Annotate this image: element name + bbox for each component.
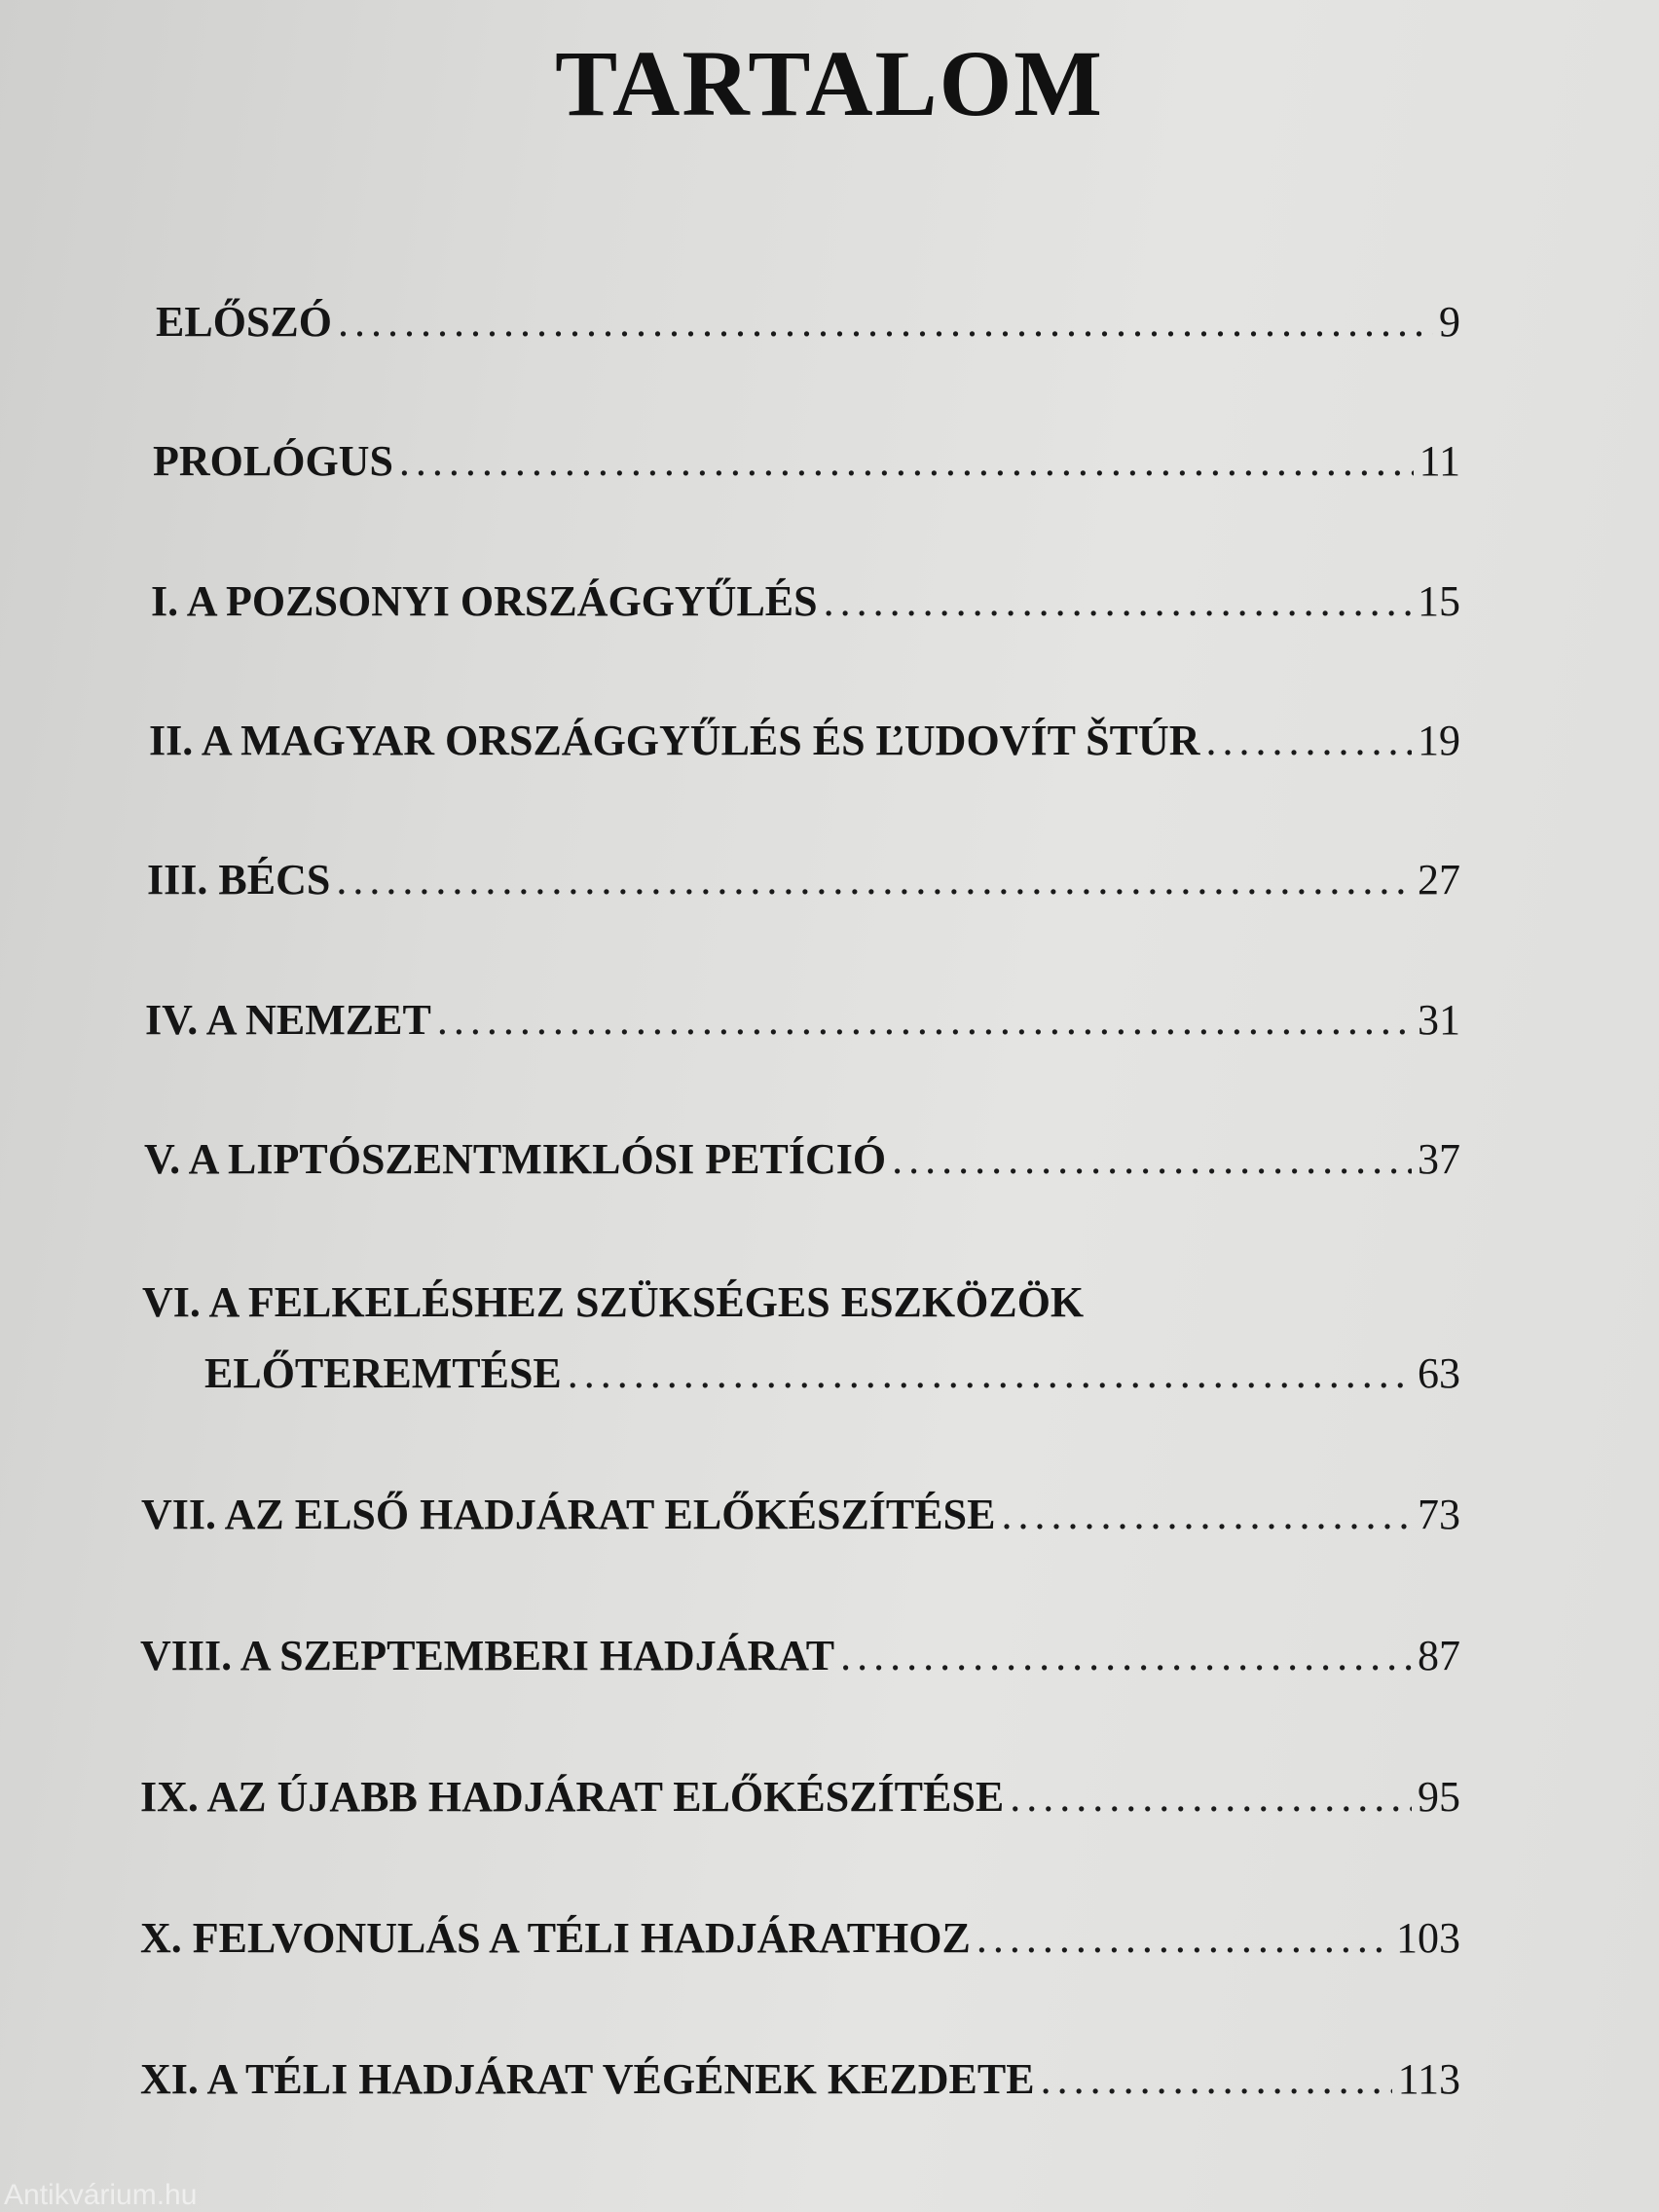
toc-entry-label: ELŐSZÓ [156, 298, 332, 346]
toc-entry-label: VII. AZ ELSŐ HADJÁRAT ELŐKÉSZÍTÉSE [141, 1491, 996, 1538]
toc-entry-eloszo [156, 297, 1460, 347]
toc-page-number: 103 [1396, 1914, 1460, 1962]
toc-entry-label: XI. A TÉLI HADJÁRAT VÉGÉNEK KEZDETE [140, 2055, 1035, 2103]
toc-entry-chapter-8 [140, 1631, 1460, 1680]
toc-entry-chapter-3 [147, 855, 1460, 904]
toc-entry-chapter-10 [140, 1913, 1460, 1963]
dot-leader [840, 1631, 1412, 1680]
watermark: Antikvárium.hu [4, 2179, 198, 2211]
dot-leader [1041, 2054, 1392, 2104]
toc-entry-label: II. A MAGYAR ORSZÁGGYŰLÉS ÉS ĽUDOVÍT ŠTÚR [149, 717, 1200, 764]
dot-leader [1001, 1490, 1412, 1539]
toc-entry-label: IV. A NEMZET [145, 996, 431, 1044]
dot-leader [1010, 1772, 1412, 1822]
toc-entry-label: V. A LIPTÓSZENTMIKLÓSI PETÍCIÓ [144, 1135, 887, 1183]
toc-entry-label: IX. AZ ÚJABB HADJÁRAT ELŐKÉSZÍTÉSE [140, 1773, 1005, 1821]
toc-page-number: 31 [1418, 996, 1460, 1044]
toc-entry-label: VIII. A SZEPTEMBERI HADJÁRAT [140, 1632, 835, 1679]
toc-page-number: 19 [1418, 717, 1460, 764]
toc-page-number: 27 [1418, 856, 1460, 903]
toc-entry-chapter-9 [140, 1772, 1460, 1822]
toc-entry-chapter-6-line1: VI. A FELKELÉSHEZ SZÜKSÉGES ESZKÖZÖK [142, 1278, 1085, 1326]
dot-leader [824, 576, 1412, 626]
dot-leader [437, 995, 1412, 1045]
toc-page-number: 11 [1419, 437, 1460, 485]
toc-page-number: 95 [1418, 1773, 1460, 1821]
toc-entry-label: I. A POZSONYI ORSZÁGGYŰLÉS [151, 577, 818, 625]
dot-leader [568, 1348, 1412, 1398]
toc-entry-chapter-7 [141, 1490, 1460, 1539]
toc-entry-chapter-1 [151, 576, 1460, 626]
dot-leader [338, 297, 1433, 347]
toc-entry-chapter-6 [204, 1348, 1460, 1398]
page-title: TARTALOM [555, 31, 1104, 135]
toc-entry-label: ELŐTEREMTÉSE [204, 1349, 562, 1397]
toc-page-number: 113 [1397, 2055, 1460, 2103]
dot-leader [977, 1913, 1390, 1963]
toc-entry-label: III. BÉCS [147, 856, 331, 903]
toc-page-number: 63 [1418, 1349, 1460, 1397]
toc-entry-label: X. FELVONULÁS A TÉLI HADJÁRATHOZ [140, 1914, 971, 1962]
toc-entry-chapter-11 [140, 2054, 1460, 2104]
toc-entry-chapter-4 [145, 995, 1460, 1045]
dot-leader [399, 436, 1414, 486]
toc-entry-chapter-5 [144, 1134, 1460, 1184]
toc-entry-label: PROLÓGUS [153, 437, 393, 485]
toc-entry-chapter-2 [149, 716, 1460, 765]
toc-page-number: 9 [1439, 298, 1460, 346]
dot-leader [892, 1134, 1412, 1184]
toc-page-number: 87 [1418, 1632, 1460, 1679]
toc-page-number: 15 [1418, 577, 1460, 625]
toc-entry-prologus [153, 436, 1460, 486]
dot-leader [336, 855, 1412, 904]
toc-page-number: 73 [1418, 1491, 1460, 1538]
dot-leader [1206, 716, 1412, 765]
toc-page-number: 37 [1418, 1135, 1460, 1183]
